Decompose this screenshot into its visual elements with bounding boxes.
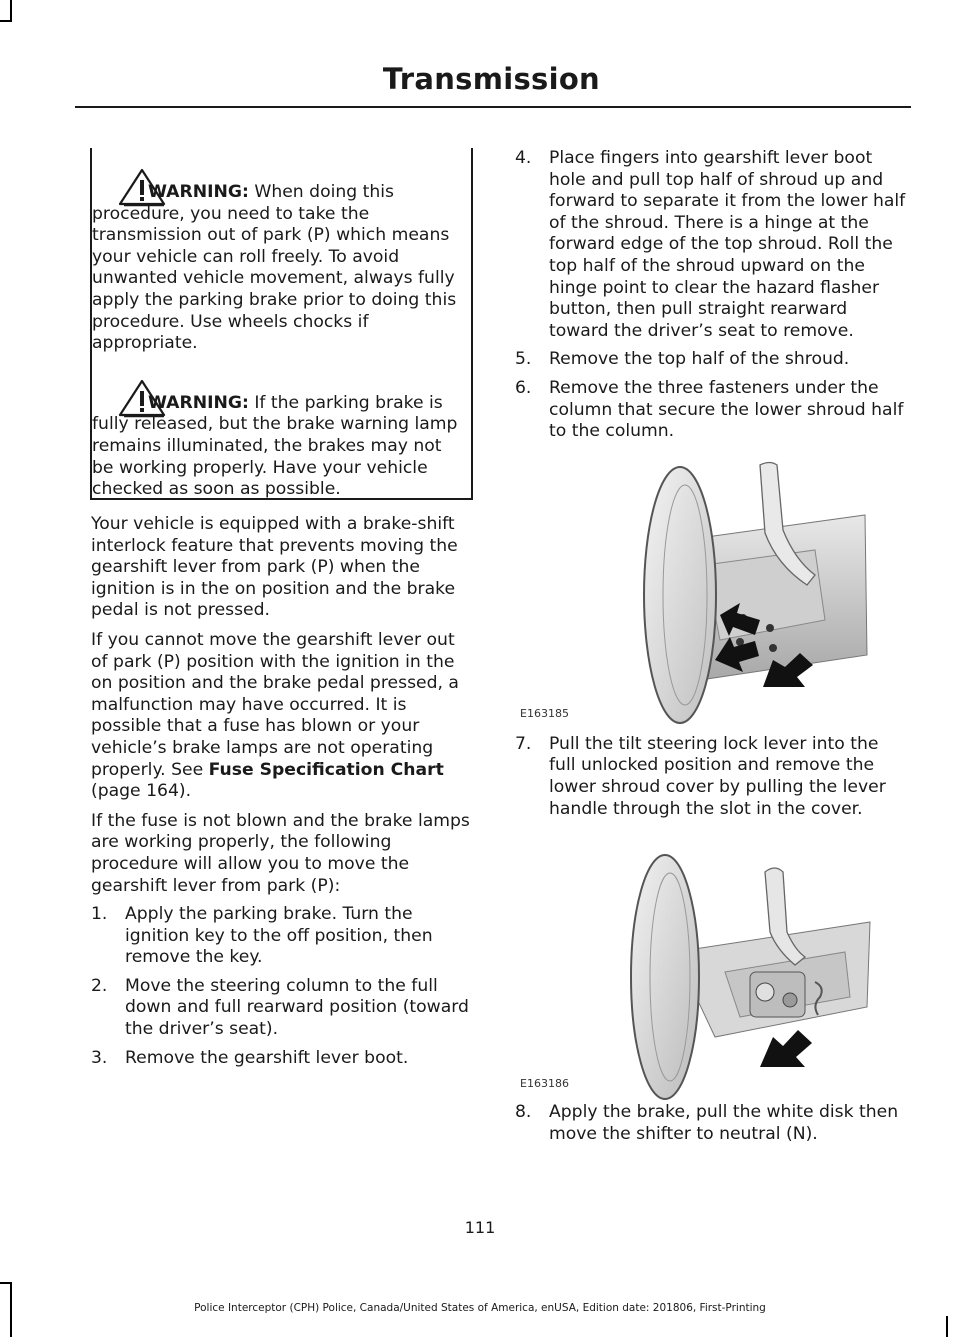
crop-mark bbox=[0, 20, 12, 22]
left-column bbox=[91, 148, 473, 1069]
step-list-right-c bbox=[515, 1102, 910, 1145]
step-number: 4. bbox=[515, 148, 532, 168]
list-item bbox=[515, 734, 910, 820]
list-item bbox=[91, 976, 473, 1041]
step-list-right bbox=[515, 148, 910, 443]
warning-text: If the parking brake is fully released, but the brake warning lamp remains illuminated, the brakes may not be working properly. Have your vehicle checked as soon as possible. bbox=[92, 392, 458, 500]
steering-column-lever-illustration bbox=[515, 832, 910, 1102]
figure-lever bbox=[515, 832, 910, 1102]
step-text: Remove the gearshift lever boot. bbox=[125, 1047, 409, 1068]
footer-edition-note: Police Interceptor (CPH) Police, Canada/United States of America, enUSA, Edition date: 201806, First-Printing bbox=[194, 1302, 766, 1314]
step-text: Move the steering column to the full down and full rearward position (toward the driver’s seat). bbox=[125, 975, 469, 1040]
warning-text: When doing this procedure, you need to take the transmission out of park (P) which means your vehicle can roll freely. To avoid unwanted vehicle movement, always fully apply the parking brake prior to doing this procedure. Use wheels chocks if appropriate. bbox=[92, 182, 457, 354]
right-column bbox=[515, 148, 910, 1145]
warning-1 bbox=[92, 160, 461, 355]
step-text: Apply the brake, pull the white disk then move the shifter to neutral (N). bbox=[549, 1102, 899, 1144]
step-text: Place fingers into gearshift lever boot hole and pull top half of shroud up and forward to separate it from the lower half of the shroud. There is a hinge at the forward edge of the top shroud. Roll the top half of the shroud upward on the hinge point to clear the hazard flasher button, then pull straight rearward toward the driver’s seat to remove. bbox=[549, 148, 906, 341]
step-number: 7. bbox=[515, 733, 532, 754]
page-title: Transmission bbox=[382, 62, 600, 96]
crop-mark bbox=[946, 1316, 948, 1337]
list-item bbox=[91, 1048, 473, 1070]
step-list-left bbox=[91, 904, 473, 1069]
warning-2 bbox=[92, 371, 461, 501]
list-item bbox=[515, 1102, 910, 1145]
crop-mark bbox=[0, 1282, 12, 1284]
crop-mark bbox=[10, 0, 12, 22]
step-text: Remove the top half of the shroud. bbox=[549, 349, 850, 370]
step-text: Pull the tilt steering lock lever into the full unlocked position and remove the lower shroud cover by pulling the lever handle through the slot in the cover. bbox=[549, 733, 886, 819]
warning-box bbox=[90, 148, 473, 500]
warning-label: WARNING: bbox=[148, 392, 249, 413]
page-reference: (page 164). bbox=[91, 781, 192, 802]
step-number: 8. bbox=[515, 1102, 532, 1123]
warning-triangle-icon bbox=[117, 377, 167, 419]
figure-id: E163186 bbox=[520, 1077, 569, 1091]
list-item bbox=[515, 378, 910, 443]
step-number: 3. bbox=[91, 1047, 108, 1068]
list-item bbox=[91, 904, 473, 969]
step-list-right-b bbox=[515, 734, 910, 820]
figure-id: E163185 bbox=[520, 706, 569, 720]
step-text: Apply the parking brake. Turn the ignition key to the off position, then remove the key. bbox=[125, 904, 433, 968]
paragraph-text: If you cannot move the gearshift lever out of park (P) position with the ignition in the on position and the brake pedal pressed, a malfunction may have occurred. It is possible that a fuse has blown or your vehicle’s brake lamps are not operating properly. See bbox=[91, 629, 459, 780]
list-item bbox=[515, 148, 910, 342]
step-text: Remove the three fasteners under the column that secure the lower shroud half to the column. bbox=[549, 377, 904, 442]
step-number: 1. bbox=[91, 904, 108, 925]
warning-label: WARNING: bbox=[148, 182, 249, 202]
fuse-chart-link[interactable]: Fuse Specification Chart bbox=[208, 759, 444, 780]
figure-fasteners bbox=[515, 455, 910, 730]
list-item bbox=[515, 349, 910, 371]
step-number: 5. bbox=[515, 349, 532, 370]
step-number: 6. bbox=[515, 377, 532, 398]
header-divider bbox=[75, 106, 911, 108]
paragraph-malfunction bbox=[91, 630, 473, 803]
paragraph-brake-shift-interlock: Your vehicle is equipped with a brake-shift interlock feature that prevents moving the gearshift lever from park (P) when the ignition is in the on position and the brake pedal is not pressed. bbox=[91, 514, 458, 621]
warning-triangle-icon bbox=[117, 166, 167, 208]
step-number: 2. bbox=[91, 975, 108, 996]
paragraph-procedure-intro: If the fuse is not blown and the brake lamps are working properly, the following procedure will allow you to move the gearshift lever from park (P): bbox=[91, 810, 470, 896]
steering-column-fasteners-illustration bbox=[515, 455, 910, 730]
page-number: 111 bbox=[464, 1218, 496, 1237]
